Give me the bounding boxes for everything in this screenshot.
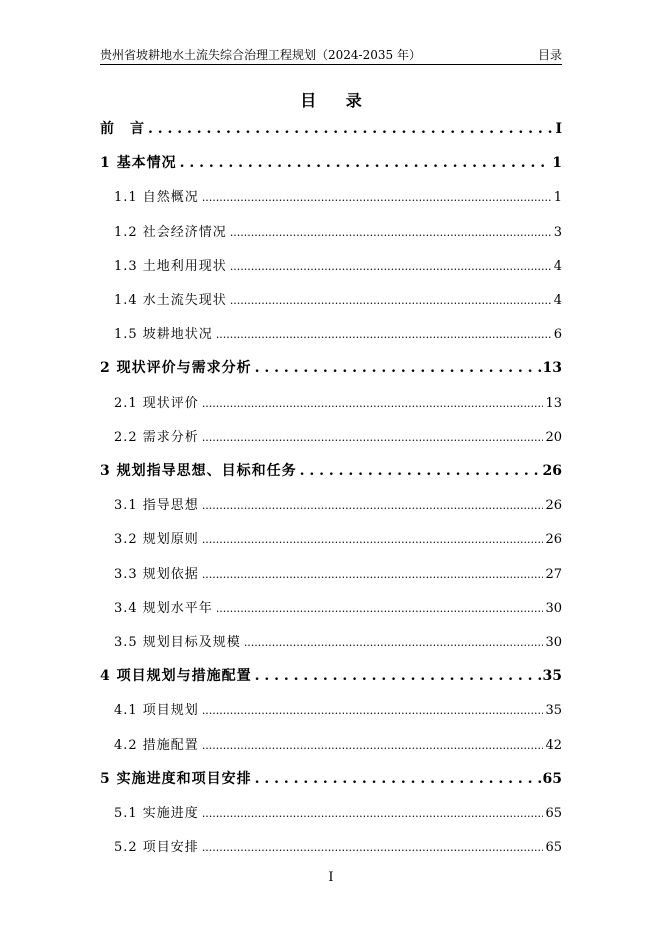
toc-entry-label: 4 项目规划与措施配置	[100, 668, 252, 685]
toc-section-entry[interactable]	[100, 392, 562, 414]
toc-entry-label: 1.1 自然概况	[114, 190, 199, 206]
toc-entry-label: 4.2 措施配置	[114, 737, 199, 753]
toc-entry-page: 4	[553, 293, 562, 308]
toc-dot-leader	[202, 430, 544, 445]
toc-entry-page: 35	[545, 703, 562, 719]
toc-dot-leader	[202, 703, 544, 718]
toc-dot-leader	[244, 635, 544, 650]
toc-dot-leader	[202, 190, 552, 205]
toc-section-entry[interactable]	[100, 528, 562, 550]
toc-section-entry[interactable]	[100, 255, 562, 277]
section-name-header: 目录	[537, 48, 562, 62]
toc-entry-page: 1	[552, 155, 562, 172]
toc-entry-page: 65	[542, 770, 562, 787]
toc-entry-page: 27	[545, 566, 562, 582]
toc-entry-label: 前 言	[100, 121, 145, 137]
toc-dot-leader	[180, 155, 551, 171]
toc-entry-label: 3.5 规划目标及规模	[114, 635, 241, 650]
toc-entry-label: 3.1 指导思想	[114, 498, 199, 514]
toc-entry-page: 26	[545, 498, 562, 514]
toc-section-entry[interactable]	[100, 597, 562, 619]
toc-section-entry[interactable]	[100, 186, 562, 208]
running-header	[100, 42, 562, 65]
toc-entry-label: 3.3 规划依据	[114, 566, 199, 582]
toc-entry-label: 3 规划指导思想、目标和任务	[100, 463, 297, 479]
toc-entry-page: 1	[553, 190, 562, 206]
toc-dot-leader	[230, 293, 552, 308]
toc-chapter-entry[interactable]	[100, 357, 562, 379]
toc-dot-leader	[202, 567, 544, 582]
toc-entry-page: 30	[545, 600, 562, 616]
toc-section-entry[interactable]	[100, 323, 562, 345]
toc-section-entry[interactable]	[100, 802, 562, 824]
toc-section-entry[interactable]	[100, 289, 562, 311]
page-number: I	[328, 870, 334, 885]
toc-section-entry[interactable]	[100, 563, 562, 585]
toc-entry-label: 4.1 项目规划	[114, 703, 199, 719]
toc-dot-leader	[202, 806, 544, 821]
toc-entry-page: 4	[553, 258, 562, 274]
page-title: 目 录	[300, 91, 374, 110]
toc-dot-leader	[216, 601, 544, 616]
toc-entry-page: 42	[545, 737, 562, 753]
toc-entry-label: 1.2 社会经济情况	[114, 224, 227, 240]
toc-entry-page: 65	[545, 840, 562, 856]
toc-entry-page: I	[555, 121, 562, 137]
toc-entry-page: 65	[545, 806, 562, 821]
toc-entry-page: 6	[553, 327, 562, 343]
toc-entry-label: 3.4 规划水平年	[114, 600, 213, 616]
toc-entry-label: 1.5 坡耕地状况	[114, 327, 213, 343]
toc-entry-page: 13	[545, 395, 562, 411]
toc-section-entry[interactable]	[100, 699, 562, 721]
toc-dot-leader	[255, 771, 541, 787]
document-title-header: 贵州省坡耕地水土流失综合治理工程规划（2024-2035 年）	[100, 48, 421, 62]
toc-dot-leader	[202, 396, 544, 411]
toc-entry-label: 5 实施进度和项目安排	[100, 770, 252, 787]
toc-dot-leader	[202, 498, 544, 513]
toc-section-entry[interactable]	[100, 631, 562, 653]
toc-chapter-entry[interactable]	[100, 118, 562, 140]
toc-entry-page: 20	[545, 429, 562, 445]
toc-chapter-entry[interactable]	[100, 768, 562, 790]
toc-entry-label: 1.4 水土流失现状	[114, 293, 227, 308]
toc-section-entry[interactable]	[100, 494, 562, 516]
toc-section-entry[interactable]	[100, 426, 562, 448]
toc-chapter-entry[interactable]	[100, 460, 562, 482]
toc-dot-leader	[255, 360, 541, 376]
toc-entry-label: 3.2 规划原则	[114, 532, 199, 548]
toc-dot-leader	[255, 668, 541, 684]
toc-dot-leader	[202, 532, 544, 547]
toc-dot-leader	[230, 225, 552, 240]
toc-entry-page: 30	[545, 635, 562, 650]
toc-entry-label: 5.2 项目安排	[114, 840, 199, 856]
toc-dot-leader	[202, 840, 544, 855]
toc-entry-page: 13	[542, 360, 562, 377]
toc-dot-leader	[216, 327, 552, 342]
toc-entry-label: 2.2 需求分析	[114, 429, 199, 445]
toc-section-entry[interactable]	[100, 734, 562, 756]
toc-section-entry[interactable]	[100, 221, 562, 243]
toc-dot-leader	[202, 738, 544, 753]
toc-dot-leader	[300, 463, 541, 479]
toc-dot-leader	[230, 259, 552, 274]
toc-entry-page: 26	[545, 532, 562, 548]
toc-entry-label: 5.1 实施进度	[114, 806, 199, 821]
toc-chapter-entry[interactable]	[100, 665, 562, 687]
toc-entry-label: 1.3 土地利用现状	[114, 258, 227, 274]
toc-entry-page: 3	[553, 224, 562, 240]
toc-entry-page: 35	[542, 668, 562, 685]
toc-entry-label: 2 现状评价与需求分析	[100, 360, 252, 377]
toc-entry-label: 1 基本情况	[100, 155, 177, 172]
toc-section-entry[interactable]	[100, 836, 562, 858]
toc-entry-label: 2.1 现状评价	[114, 395, 199, 411]
toc-dot-leader	[148, 121, 553, 137]
toc-chapter-entry[interactable]	[100, 152, 562, 174]
toc-entry-page: 26	[542, 463, 562, 479]
